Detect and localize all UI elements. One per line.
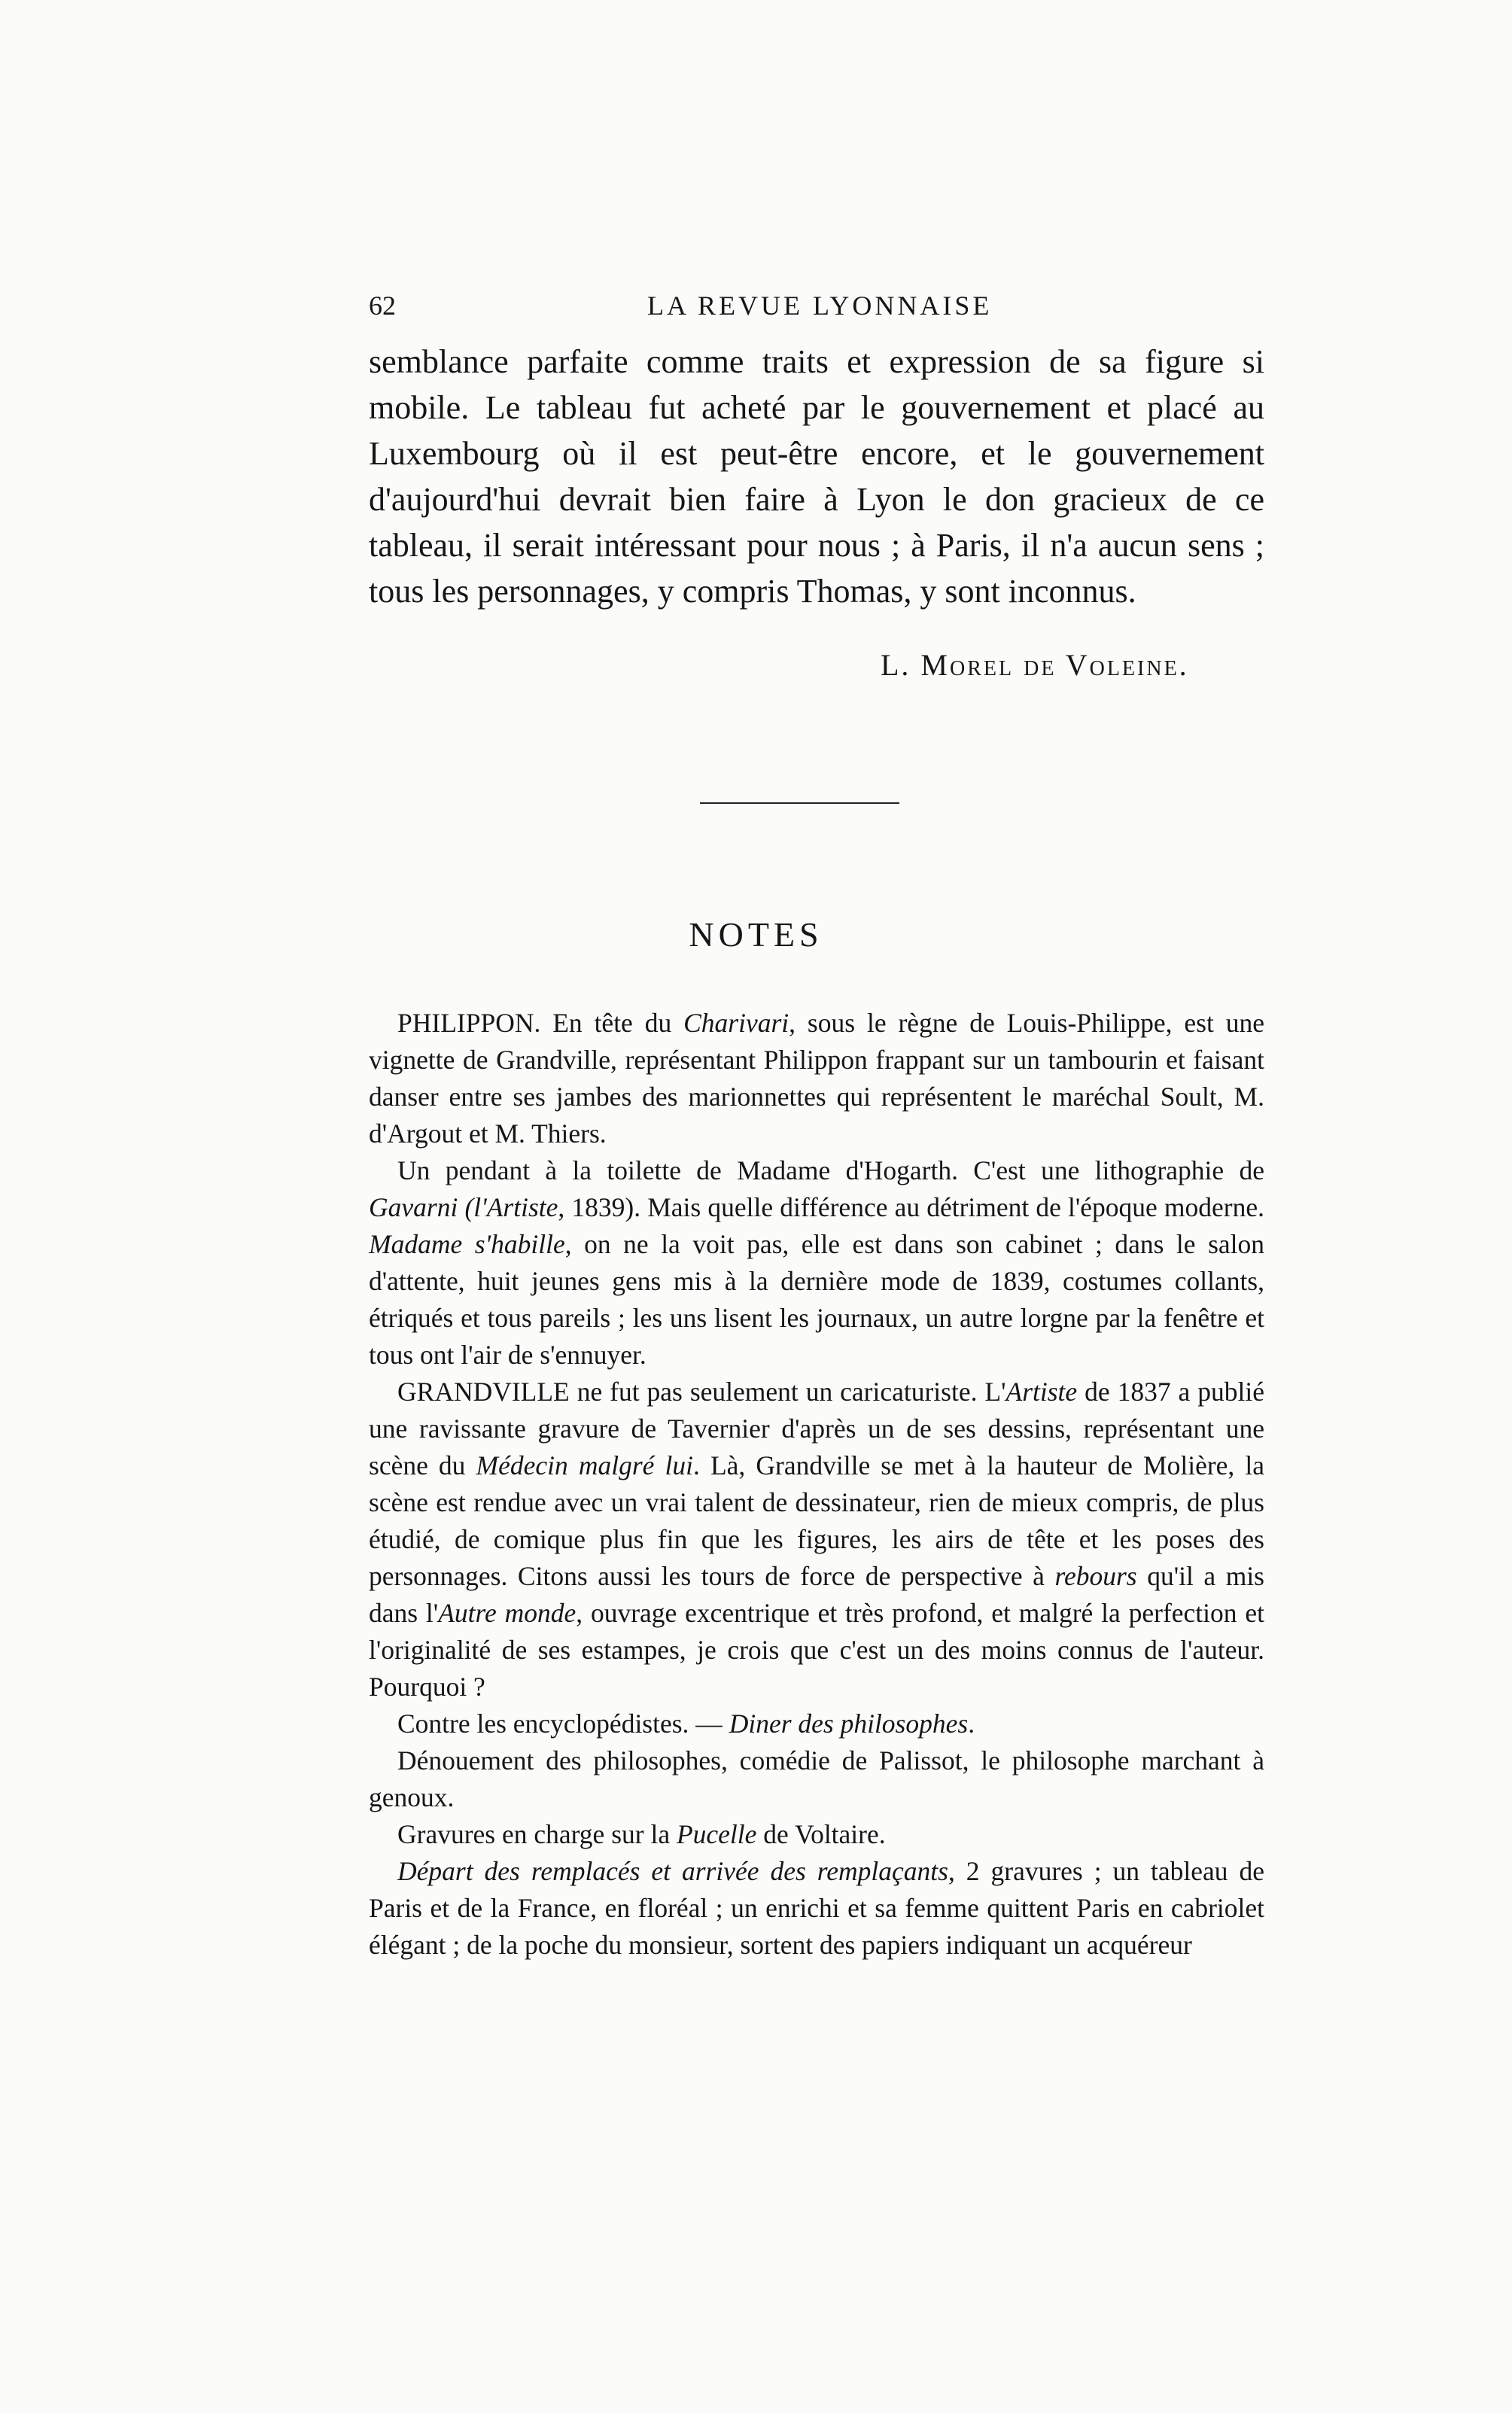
note-italic-text: Diner des philosophes: [729, 1709, 969, 1739]
note-text: de 1837 a publié une ravissante gravure de Tavernier d'après un de ses dessins, représentant une scène du: [369, 1377, 1265, 1480]
note-text: , 2 gravures ; un tableau de Paris et de la France, en floréal ; un enrichi et sa femme quittent Paris en cabriolet élégant ; de la poche du monsieur, sortent des papiers indiquant un acquéreur: [369, 1856, 1264, 1960]
note-italic-text: rebours: [1054, 1561, 1137, 1591]
section-title: NOTES: [689, 915, 823, 954]
note-italic-text: Madame s'habille: [369, 1229, 565, 1259]
article-ending: [369, 339, 1264, 614]
note-italic-text: Autre monde: [438, 1598, 577, 1628]
body-paragraph: semblance parfaite comme traits et expression de sa figure si mobile. Le tableau fut acheté par le gouvernement et placé au Luxembourg où il est peut-être encore, et le gouvernement d'aujourd'hui devrait bien faire à Lyon le don gracieux de ce tableau, il serait intéressant pour nous ; à Paris, il n'a aucun sens ; tous les personnages, y compris Thomas, y sont inconnus.: [369, 343, 1264, 610]
note-text: . Là, Grandville se met à la hauteur de Molière, la scène est rendue avec un vrai talent de dessinateur, rien de mieux compris, de plus étudié, de comique plus fin que les figures, les airs de tête et les poses des personnages. Citons aussi les tours de force de perspective à: [369, 1450, 1264, 1591]
notes-section: [369, 1005, 1264, 1964]
note-paragraph: [369, 1742, 1264, 1816]
note-italic-text: Gavarni (l'Artiste: [369, 1192, 558, 1222]
note-text: , sous le règne de Louis-Philippe, est une vignette de Grandville, représentant Philippon frappant sur un tambourin et faisant danser entre ses jambes des marionnettes qui représentent le maréchal Soult, M. d'Argout et M. Thiers.: [369, 1008, 1264, 1149]
note-paragraph: [369, 1005, 1264, 1152]
page-header: [369, 290, 1264, 327]
author-signature: L. Morel de Voleine.: [881, 648, 1189, 682]
note-text: Gravures en charge sur la: [397, 1819, 677, 1849]
note-text: PHILIPPON. En tête du: [397, 1008, 684, 1038]
note-text: qu'il a mis dans l': [369, 1561, 1264, 1628]
note-italic-text: Départ des remplacés et arrivée des remplaçants: [397, 1856, 948, 1886]
running-title: LA REVUE LYONNAISE: [647, 291, 993, 321]
note-text: .: [968, 1709, 975, 1739]
note-italic-text: Charivari: [683, 1008, 789, 1038]
note-paragraph: [369, 1706, 1264, 1742]
note-italic-text: Médecin malgré lui: [476, 1450, 693, 1480]
note-paragraph: [369, 1853, 1264, 1964]
note-text: Contre les encyclopédistes. —: [397, 1709, 729, 1739]
note-paragraph: [369, 1374, 1264, 1706]
note-paragraph: [369, 1152, 1264, 1374]
note-paragraph: [369, 1816, 1264, 1853]
note-text: GRANDVILLE ne fut pas seulement un caricaturiste. L': [397, 1377, 1006, 1407]
note-text: de Voltaire.: [756, 1819, 886, 1849]
note-text: , on ne la voit pas, elle est dans son cabinet ; dans le salon d'attente, huit jeunes gens mis à la dernière mode de 1839, costumes collants, étriqués et tous pareils ; les uns lisent les journaux, un autre lorgne par la fenêtre et tous ont l'air de s'ennuyer.: [369, 1229, 1264, 1370]
note-text: , ouvrage excentrique et très profond, et malgré la perfection et l'originalité de ses estampes, je crois que c'est un des moins connus de l'auteur. Pourquoi ?: [369, 1598, 1264, 1702]
note-italic-text: Pucelle: [676, 1819, 757, 1849]
note-italic-text: Artiste: [1005, 1377, 1078, 1407]
note-text: , 1839). Mais quelle différence au détriment de l'époque moderne.: [558, 1192, 1265, 1222]
note-text: Un pendant à la toilette de Madame d'Hogarth. C'est une lithographie de: [397, 1155, 1264, 1185]
section-separator: [700, 802, 899, 804]
page-number: 62: [369, 291, 396, 321]
note-text: Dénouement des philosophes, comédie de Palissot, le philosophe marchant à genoux.: [369, 1745, 1264, 1812]
